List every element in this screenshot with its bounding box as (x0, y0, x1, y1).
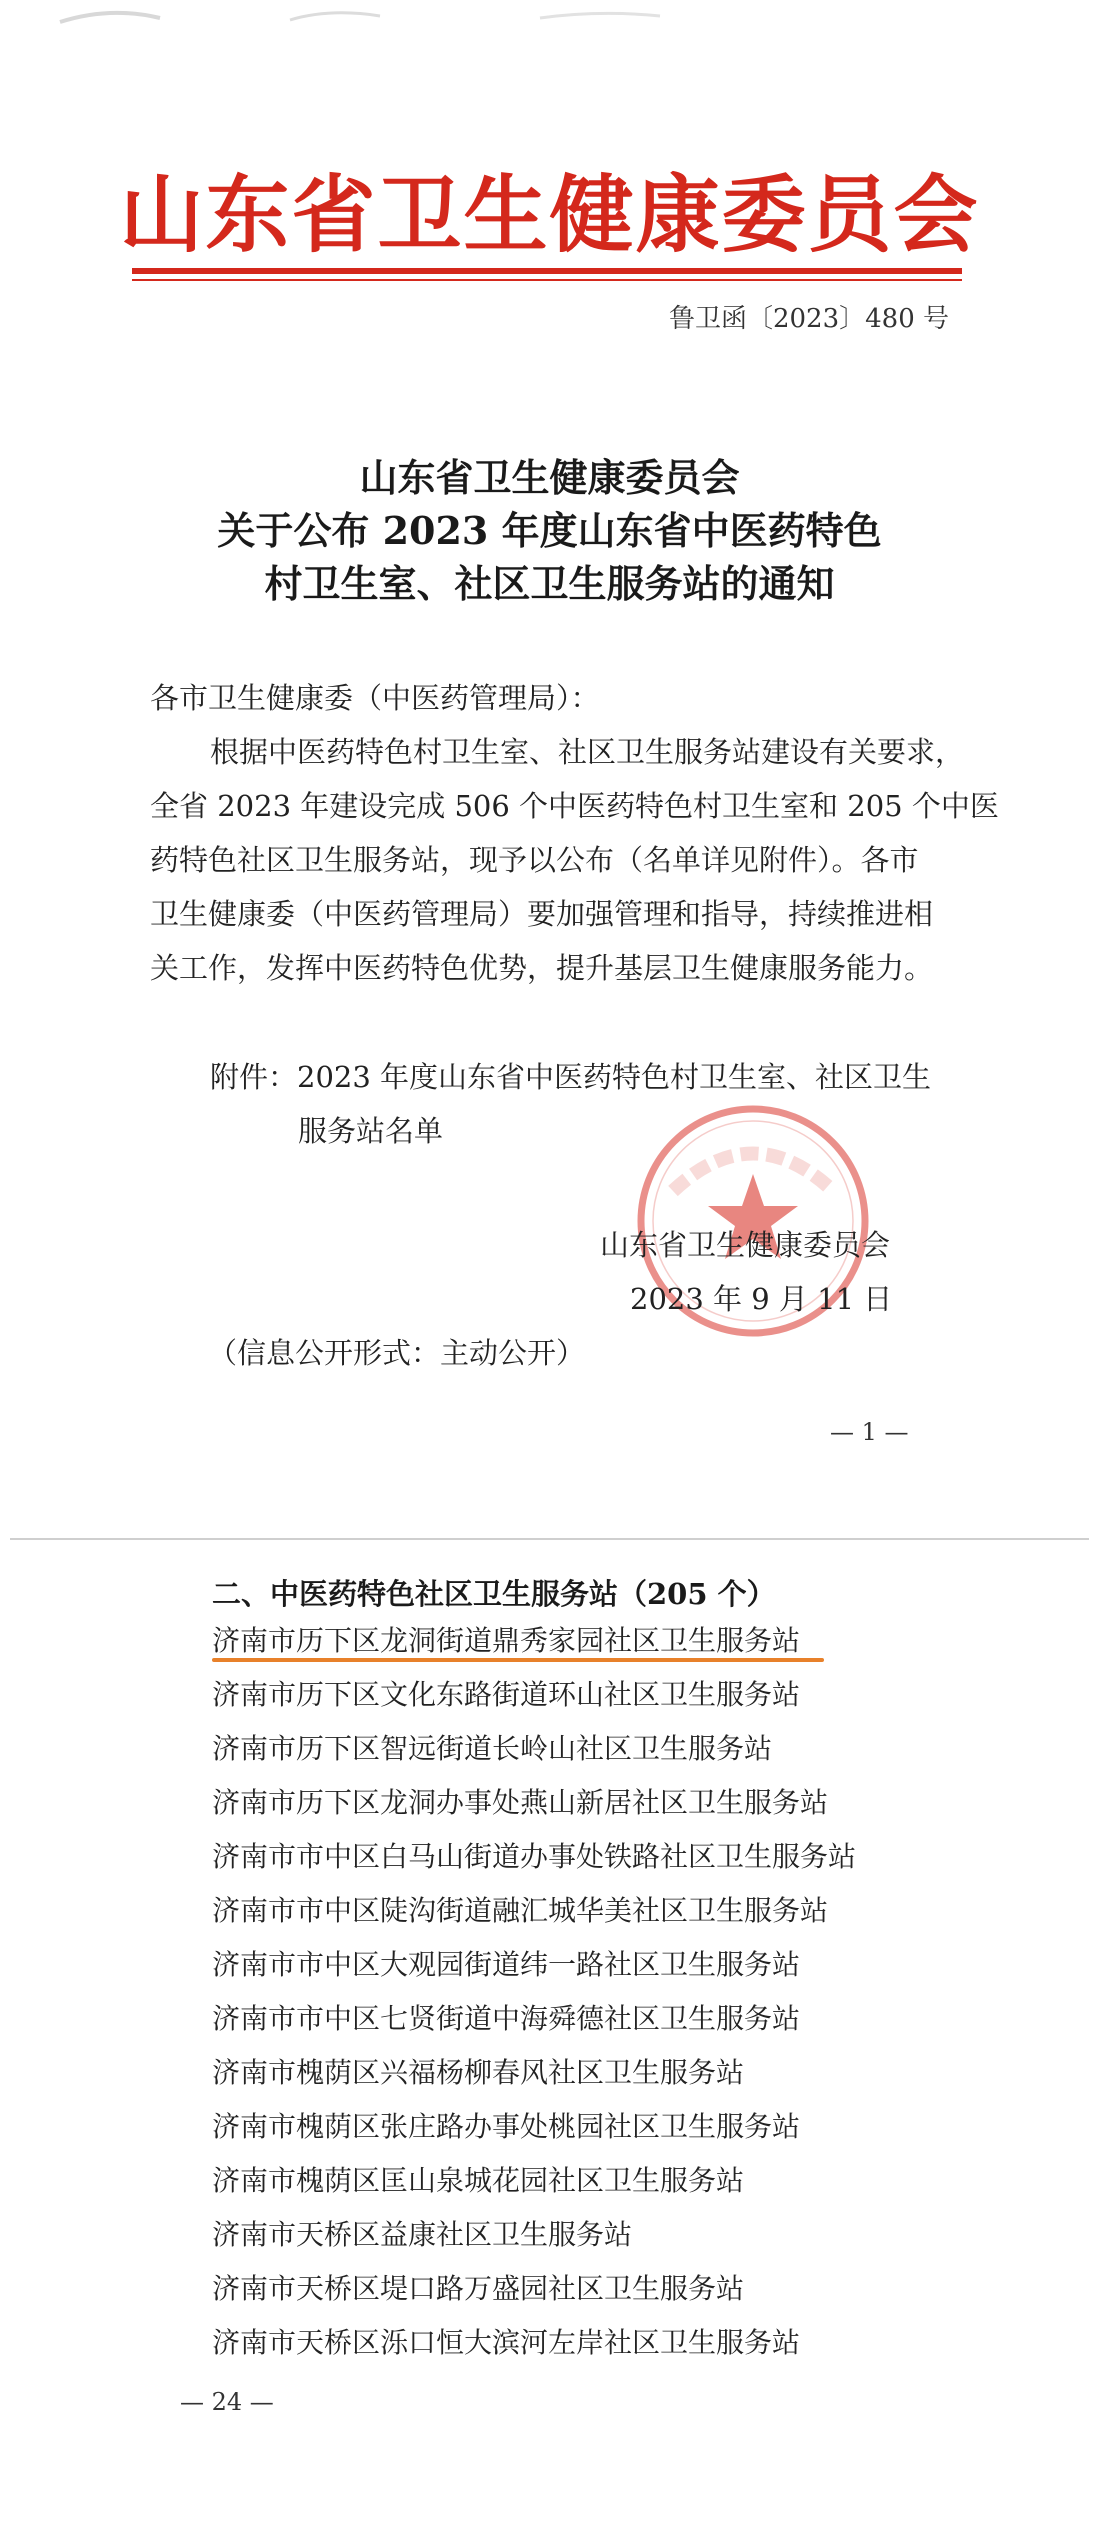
page-number-24: — 24 — (180, 2388, 274, 2416)
body-line-2: 全省 2023 年建设完成 506 个中医药特色村卫生室和 205 个中医 (150, 789, 999, 823)
masthead: 山东省卫生健康委员会 (119, 165, 980, 264)
list-item: 济南市市中区白马山街道办事处铁路社区卫生服务站 (212, 1840, 857, 1873)
title-line-1: 山东省卫生健康委员会 (359, 455, 740, 500)
salutation: 各市卫生健康委（中医药管理局）： (150, 681, 600, 715)
section-heading: 二、中医药特色社区卫生服务站（205 个） (212, 1577, 776, 1611)
red-rule-thick (132, 268, 962, 274)
attachment-line-2: 服务站名单 (298, 1114, 444, 1148)
body-line-4: 卫生健康委（中医药管理局）要加强管理和指导，持续推进相 (150, 897, 934, 931)
scan-artifact (0, 0, 1099, 30)
attachment-line-1: 附件：2023 年度山东省中医药特色村卫生室、社区卫生 (210, 1060, 932, 1094)
list-item: 济南市槐荫区兴福杨柳春风社区卫生服务站 (212, 2056, 745, 2089)
list-item: 济南市天桥区益康社区卫生服务站 (212, 2218, 633, 2251)
list-item: 济南市历下区龙洞街道鼎秀家园社区卫生服务站 (212, 1624, 801, 1657)
signature-org: 山东省卫生健康委员会 (600, 1228, 891, 1262)
list-item: 济南市市中区陡沟街道融汇城华美社区卫生服务站 (212, 1894, 829, 1927)
body-line-3: 药特色社区卫生服务站，现予以公布（名单详见附件）。各市 (150, 843, 919, 877)
list-item: 济南市历下区智远街道长岭山社区卫生服务站 (212, 1732, 773, 1765)
red-rule-thin (132, 279, 962, 281)
station-list (212, 1614, 856, 2370)
page-divider (10, 1538, 1089, 1540)
list-item: 济南市市中区大观园街道纬一路社区卫生服务站 (212, 1948, 801, 1981)
page-number-1: — 1 — (830, 1418, 909, 1446)
disclosure-note: （信息公开形式：主动公开） (208, 1336, 586, 1370)
list-item: 济南市槐荫区匡山泉城花园社区卫生服务站 (212, 2164, 745, 2197)
highlight-underline (212, 1658, 824, 1662)
list-item: 济南市历下区龙洞办事处燕山新居社区卫生服务站 (212, 1786, 829, 1819)
title-line-3: 村卫生室、社区卫生服务站的通知 (264, 561, 835, 606)
list-item: 济南市市中区七贤街道中海舜德社区卫生服务站 (212, 2002, 801, 2035)
title-line-2: 关于公布 2023 年度山东省中医药特色 (217, 508, 882, 553)
list-item: 济南市历下区文化东路街道环山社区卫生服务站 (212, 1678, 801, 1711)
body-line-1: 根据中医药特色村卫生室、社区卫生服务站建设有关要求， (210, 735, 965, 769)
list-item: 济南市天桥区泺口恒大滨河左岸社区卫生服务站 (212, 2326, 801, 2359)
list-item: 济南市天桥区堤口路万盛园社区卫生服务站 (212, 2272, 745, 2305)
signature-date: 2023 年 9 月 11 日 (630, 1282, 893, 1316)
list-item: 济南市槐荫区张庄路办事处桃园社区卫生服务站 (212, 2110, 801, 2143)
document-number: 鲁卫函〔2023〕480 号 (668, 304, 949, 334)
body-line-5: 关工作，发挥中医药特色优势，提升基层卫生健康服务能力。 (150, 951, 934, 985)
